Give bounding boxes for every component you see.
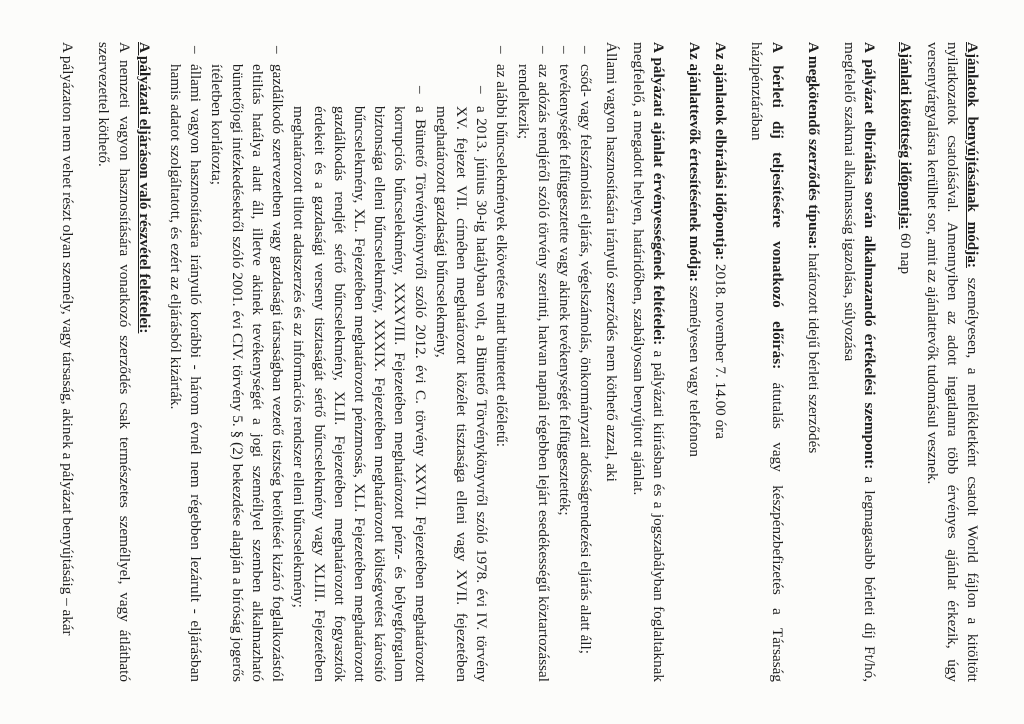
contract-type-text: határozott idejű bérleti szerződés <box>804 249 822 454</box>
exclusion-item-text: az alábbi bűncselekmények elkövetése miatt büntetett előéletű: <box>493 64 511 447</box>
crime-item: – a Büntető Törvénykönyvről szóló 2012. évi C. törvény XXVII. Fejezetében meghatározott korrupciós bűncselekmény, XXXVIII. Fejezetében meghatározott pénz- és bélyegforgalom biztonsága elleni bűncselekmény, XXXIX. Fejezetében meghatározott költségvetést károsító bűncselekmény, XL. Fejezetében meghatározott pénzmosás, XLI. Fejezetében meghatározott gazdálkodás rendjét sértő bűncselekmény, XLII. Fejezetében meghatározott fogyasztók érdekeit és a gazdasági verseny tisztaságát sértő bűncselekmény vagy XLIII. Fejezetében meghatározott tiltott adatszerzés és az információs rendszer elleni bűncselekmény; <box>288 68 429 682</box>
exclusion-item: – tevékenységét felfüggesztette vagy akinek tevékenységét felfüggesztették; <box>554 42 574 682</box>
exclusion-item: – csőd- vagy felszámolási eljárás, végelszámolás, önkormányzati adósságrendezési eljárás alatt áll; <box>575 42 595 682</box>
contract-type-paragraph <box>803 42 823 682</box>
payment-rules-text: átutalás vagy készpénzbefizetés a Társaság házipénztárában <box>748 42 786 682</box>
closing-text: A pályázaton nem vehet részt olyan személy, vagy társaság, akinek a pályázat benyújtásáig – akár <box>59 42 77 636</box>
evaluation-criteria-label: A pályázat elbírálása során alkalmazandó értékelési szempont: <box>861 42 879 470</box>
exclusion-list <box>165 42 595 682</box>
notification-paragraph <box>684 42 704 682</box>
evaluation-criteria-text: a legmagasabb bérleti díj Ft/hó, megfelelő szakmai alkalmasság igazolása, súlyozása <box>840 42 879 682</box>
payment-rules-paragraph <box>746 42 786 682</box>
exclusion-intro: Állami vagyon hasznosítására irányuló szerződés nem köthető azzal, aki <box>603 42 621 482</box>
notification-label: Az ajánlattevők értesítésének módja: <box>685 42 703 282</box>
validity-conditions-paragraph <box>627 42 667 682</box>
offer-submission-label: Ajánlatok benyújtásának módja: <box>964 42 981 268</box>
exclusion-item: – az adózás rendjéről szóló törvény szerinti, hatvan napnál régebben lejárt esedékességű köztartozással rendelkezik; <box>512 42 552 682</box>
contract-type-label: A megkötendő szerződés típusa: <box>804 42 822 250</box>
validity-conditions-label: A pályázati ajánlat érvényességének feltételei: <box>649 42 667 346</box>
exclusion-item <box>288 42 511 682</box>
participation-heading: A pályázati eljáráson való részvétel feltételei: <box>135 42 153 334</box>
binding-period-text: 60 nap <box>897 229 915 275</box>
binding-period-paragraph <box>895 42 915 682</box>
document-body <box>51 42 982 682</box>
crime-list <box>288 68 491 682</box>
binding-period-label: Ajánlati kötöttség időpontja: <box>897 42 915 230</box>
exclusion-item: – állami vagyon hasznosítására irányuló korábbi - három évnél nem régebben lezárult - eljárásban hamis adatot szolgáltatott, és ezért az eljárásból kizárták. <box>165 42 205 682</box>
validity-conditions-text: a pályázati kiírásban és a jogszabályban foglaltaknak megfelelő, a megadott helyen, határidőben, szabályosan benyújtott ajánlat. <box>629 42 667 682</box>
crime-item: – a 2013. június 30-ig hatályban volt, a Büntető Törvénykönyvről szóló 1978. évi IV. törvény XV. fejezet VII. címében meghatározott közélet tisztasága elleni vagy XVII. fejezetében meghatározott gazdasági bűncselekmény, <box>431 68 492 682</box>
participation-text: A nemzeti vagyon hasznosítására vonatkozó szerződés csak természetes személlyel, vagy átlátható szervezettel köthető. <box>95 42 133 682</box>
offer-submission-text: személyesen, a mellékletként csatolt World fájlon a kitöltött nyilatkozatok csatolásával. Amennyiben az adott ingatlanra több érvényes ajánlat érkezik, úgy versenytárgyalásra kerülhet sor, amit az ajánlattevők tudomásul vesznek. <box>923 42 981 682</box>
notification-text: személyesen vagy telefonon <box>685 282 703 458</box>
exclusion-item: – gazdálkodó szervezetben vagy gazdasági társaságban vezető tisztség betöltését kizáró foglalkozástól eltiltás hatálya alatt áll, illetve akinek tevékenységét a jogi személlyel szemben alkalmazható büntetőjogi intézkedésekről szóló 2001. évi CIV. törvény 5. § (2) bekezdése alapján a bíróság jogerős ítéletben korlátozta; <box>206 42 287 682</box>
evaluation-criteria-paragraph <box>839 42 879 682</box>
payment-rules-label: A bérleti díj teljesítésére vonatkozó előírás: <box>768 42 786 370</box>
offer-submission-paragraph <box>921 42 982 682</box>
evaluation-date-text: 2018. november 7. 14.00 óra <box>712 260 730 439</box>
evaluation-date-paragraph <box>710 42 730 682</box>
evaluation-date-label: Az ajánlatok elbírálási időpontja: <box>712 42 730 261</box>
